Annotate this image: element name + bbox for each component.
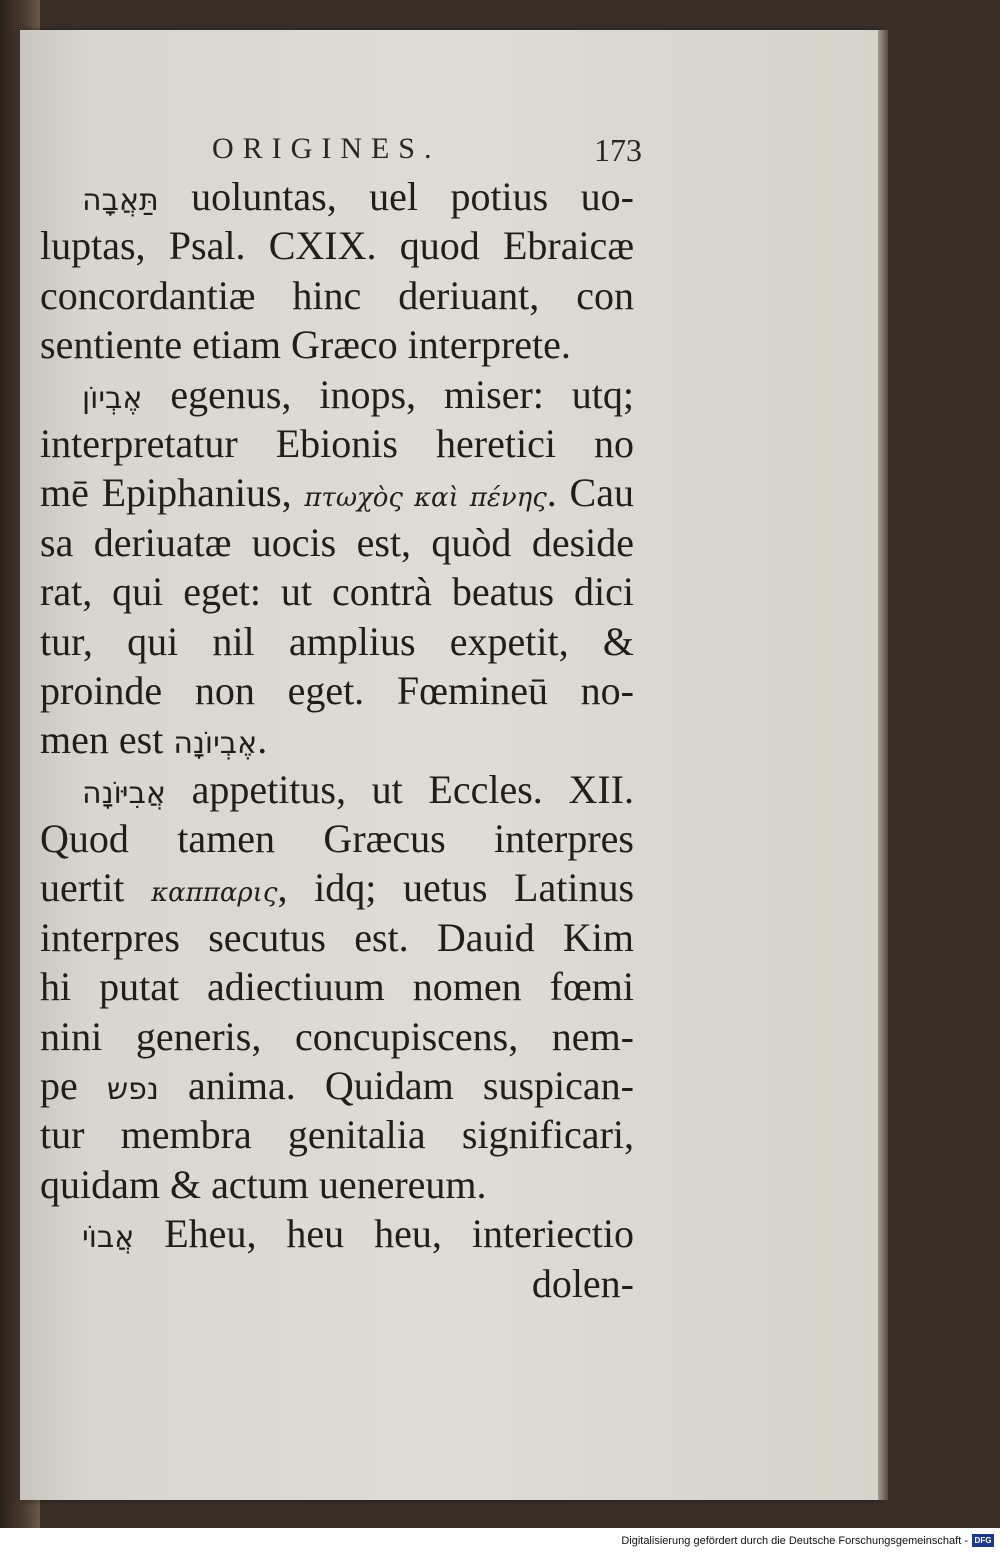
text-segment: nini generis, concupiscens, nem- (40, 1013, 634, 1059)
text-segment: . (257, 717, 268, 763)
page-number: 173 (594, 132, 642, 168)
text-segment: pe (40, 1063, 107, 1109)
text-segment: sa deriuatæ uocis est, quòd deside (40, 519, 634, 565)
text-line (40, 962, 634, 1011)
text-segment: hi putat adiectiuum nomen fœmi (40, 964, 634, 1010)
text-segment: luptas, Psal. CXIX. quod Ebraicæ (40, 223, 634, 269)
text-line (40, 370, 634, 419)
dfg-logo: DFG (972, 1534, 994, 1547)
text-line (40, 221, 634, 270)
hebrew-word: אֶבְיוֹנָה (173, 726, 258, 762)
text-segment: dolen- (531, 1260, 634, 1306)
text-segment: Quod tamen Græcus interpres (40, 816, 634, 862)
text-line (40, 715, 634, 764)
text-segment: quidam & actum uenereum. (40, 1161, 487, 1207)
text-segment: concordantiæ hinc deriuant, con (40, 272, 634, 318)
text-segment: sentiente etiam Græco interprete. (40, 322, 571, 368)
text-line (40, 518, 634, 567)
text-segment: tur, qui nil amplius expetit, & (40, 618, 634, 664)
text-line (40, 419, 634, 468)
text-segment: uertit (40, 865, 152, 911)
text-segment: men est (40, 717, 174, 763)
running-title: ORIGINES. (212, 132, 441, 165)
hebrew-word: אֶבְיוֹן (82, 380, 143, 416)
text-line (40, 567, 634, 616)
text-line (40, 1110, 634, 1159)
hebrew-word: אֲבִיּוֹנָה (82, 775, 166, 811)
text-line (40, 666, 634, 715)
text-segment: appetitus, ut Eccles. XII. (165, 766, 634, 812)
text-segment: proinde non eget. Fœmineū no- (40, 667, 634, 713)
page-edge (878, 30, 888, 1500)
text-segment: uoluntas, uel potius uo- (158, 174, 634, 219)
hebrew-word: נפש (106, 1072, 159, 1108)
text-line (40, 814, 634, 863)
text-block (40, 172, 634, 1308)
text-line (40, 765, 634, 814)
text-segment: tur membra genitalia significari, (40, 1112, 634, 1158)
running-head (212, 132, 642, 172)
text-line (40, 863, 634, 912)
text-line (40, 1160, 634, 1209)
text-line (40, 617, 634, 666)
text-line (40, 1012, 634, 1061)
text-segment: , idq; uetus Latinus (277, 865, 635, 911)
text-line (40, 271, 634, 320)
greek-word: πτωχὸς καὶ πένης (304, 483, 547, 514)
text-segment: mē Epiphanius, (40, 470, 305, 516)
text-segment: rat, qui eget: ut contrà beatus dici (40, 569, 634, 615)
text-line (40, 1209, 634, 1258)
footer-bar (0, 1528, 1000, 1554)
text-line (40, 468, 634, 517)
text-line (40, 1061, 634, 1110)
hebrew-word: תַּאֲבָה (82, 183, 159, 218)
text-line (40, 320, 634, 369)
text-line (40, 172, 634, 221)
greek-word: καππαρις (151, 878, 278, 909)
funding-credit: Digitalisierung gefördert durch die Deutsche Forschungsgemeinschaft - (621, 1535, 968, 1547)
text-segment: egenus, inops, miser: utq; (142, 371, 634, 417)
text-line (40, 1259, 634, 1308)
text-segment: anima. Quidam suspican- (158, 1063, 634, 1109)
text-segment: interpretatur Ebionis heretici no (40, 420, 634, 466)
text-segment: Eheu, heu heu, interiectio (134, 1211, 634, 1257)
text-segment: interpres secutus est. Dauid Kim (40, 914, 634, 960)
text-line (40, 913, 634, 962)
text-segment: . Cau (546, 470, 634, 516)
hebrew-word: אֲבוֹי (82, 1220, 135, 1256)
